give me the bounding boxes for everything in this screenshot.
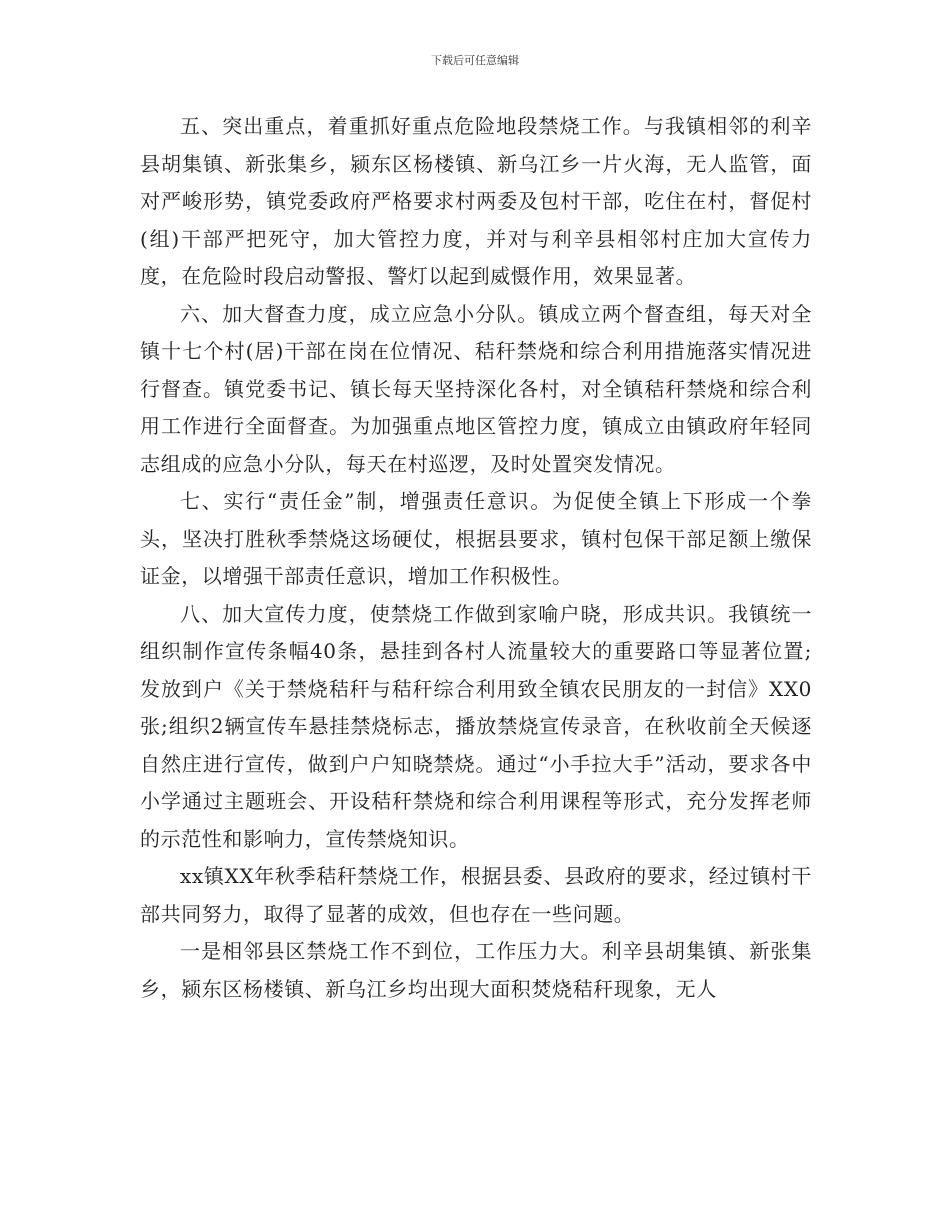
- document-body: [140, 108, 812, 1008]
- page-header: 下载后可任意编辑: [431, 54, 519, 67]
- paragraph-section-7: 七、实行“责任金”制，增强责任意识。为促使全镇上下形成一个拳头，坚决打胜秋季禁烧这场硬仗，根据县要求，镇村包保干部足额上缴保证金，以增强干部责任意识，增加工作积极性。: [140, 489, 812, 588]
- paragraph-section-6: 六、加大督查力度，成立应急小分队。镇成立两个督查组，每天对全镇十七个村(居)干部在岗在位情况、秸秆禁烧和综合利用措施落实情况进行督查。镇党委书记、镇长每天坚持深化各村，对全镇秸秆禁烧和综合利用工作进行全面督查。为加强重点地区管控力度，镇成立由镇政府年轻同志组成的应急小分队，每天在村巡逻，及时处置突发情况。: [140, 301, 812, 476]
- paragraph-section-8: 八、加大宣传力度，使禁烧工作做到家喻户晓，形成共识。我镇统一组织制作宣传条幅40条，悬挂到各村人流量较大的重要路口等显著位置;发放到户《关于禁烧秸秆与秸秆综合利用致全镇农民朋友的一封信》XX0张;组织2辆宣传车悬挂禁烧标志，播放禁烧宣传录音，在秋收前全天候逐自然庄进行宣传，做到户户知晓禁烧。通过“小手拉大手”活动，要求各中小学通过主题班会、开设秸秆禁烧和综合利用课程等形式，充分发挥老师的示范性和影响力，宣传禁烧知识。: [140, 601, 812, 851]
- paragraph-problem-1: 一是相邻县区禁烧工作不到位，工作压力大。利辛县胡集镇、新张集乡，颍东区杨楼镇、新乌江乡均出现大面积焚烧秸秆现象，无人: [140, 939, 812, 1001]
- paragraph-section-5: 五、突出重点，着重抓好重点危险地段禁烧工作。与我镇相邻的利辛县胡集镇、新张集乡，颍东区杨楼镇、新乌江乡一片火海，无人监管，面对严峻形势，镇党委政府严格要求村两委及包村干部，吃住在村，督促村(组)干部严把死守，加大管控力度，并对与利辛县相邻村庄加大宣传力度，在危险时段启动警报、警灯以起到威慑作用，效果显著。: [140, 114, 812, 288]
- paragraph-summary: xx镇XX年秋季秸秆禁烧工作，根据县委、县政府的要求，经过镇村干部共同努力，取得了显著的成效，但也存在一些问题。: [140, 864, 812, 926]
